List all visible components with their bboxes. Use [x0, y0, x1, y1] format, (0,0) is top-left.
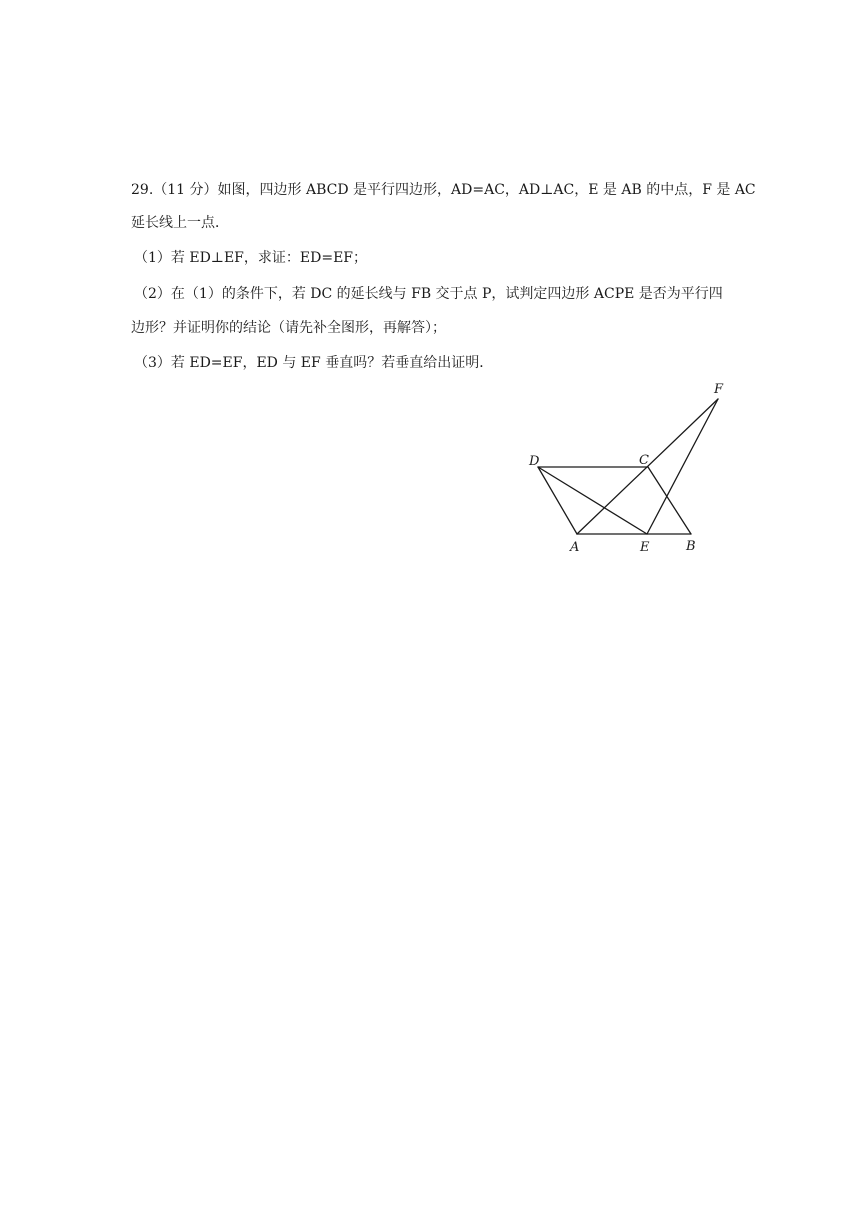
segment-cb: [648, 467, 691, 534]
segment-de: [538, 467, 647, 534]
part-2-question-line1: （2）在（1）的条件下，若 DC 的延长线与 FB 交于点 P，试判定四边形 ACPE 是否为平行四: [134, 286, 723, 302]
label-c: C: [639, 453, 649, 468]
label-e: E: [640, 540, 650, 555]
segment-ef: [647, 399, 718, 534]
segment-da: [538, 467, 577, 534]
geometry-figure: [520, 375, 740, 560]
label-a: A: [570, 540, 580, 555]
problem-statement-line1: 29.（11 分）如图，四边形 ABCD 是平行四边形，AD=AC，AD⊥AC，E 是 AB 的中点，F 是 AC: [131, 182, 756, 198]
part-2-question-line2: 边形？并证明你的结论（请先补全图形，再解答）；: [131, 320, 446, 336]
part-1-question: （1）若 ED⊥EF，求证：ED=EF；: [134, 250, 368, 266]
label-f: F: [714, 382, 724, 397]
problem-statement-line2: 延长线上一点．: [131, 215, 229, 231]
label-d: D: [529, 454, 540, 469]
label-b: B: [686, 539, 696, 554]
part-3-question: （3）若 ED=EF，ED 与 EF 垂直吗？若垂直给出证明．: [134, 355, 494, 371]
